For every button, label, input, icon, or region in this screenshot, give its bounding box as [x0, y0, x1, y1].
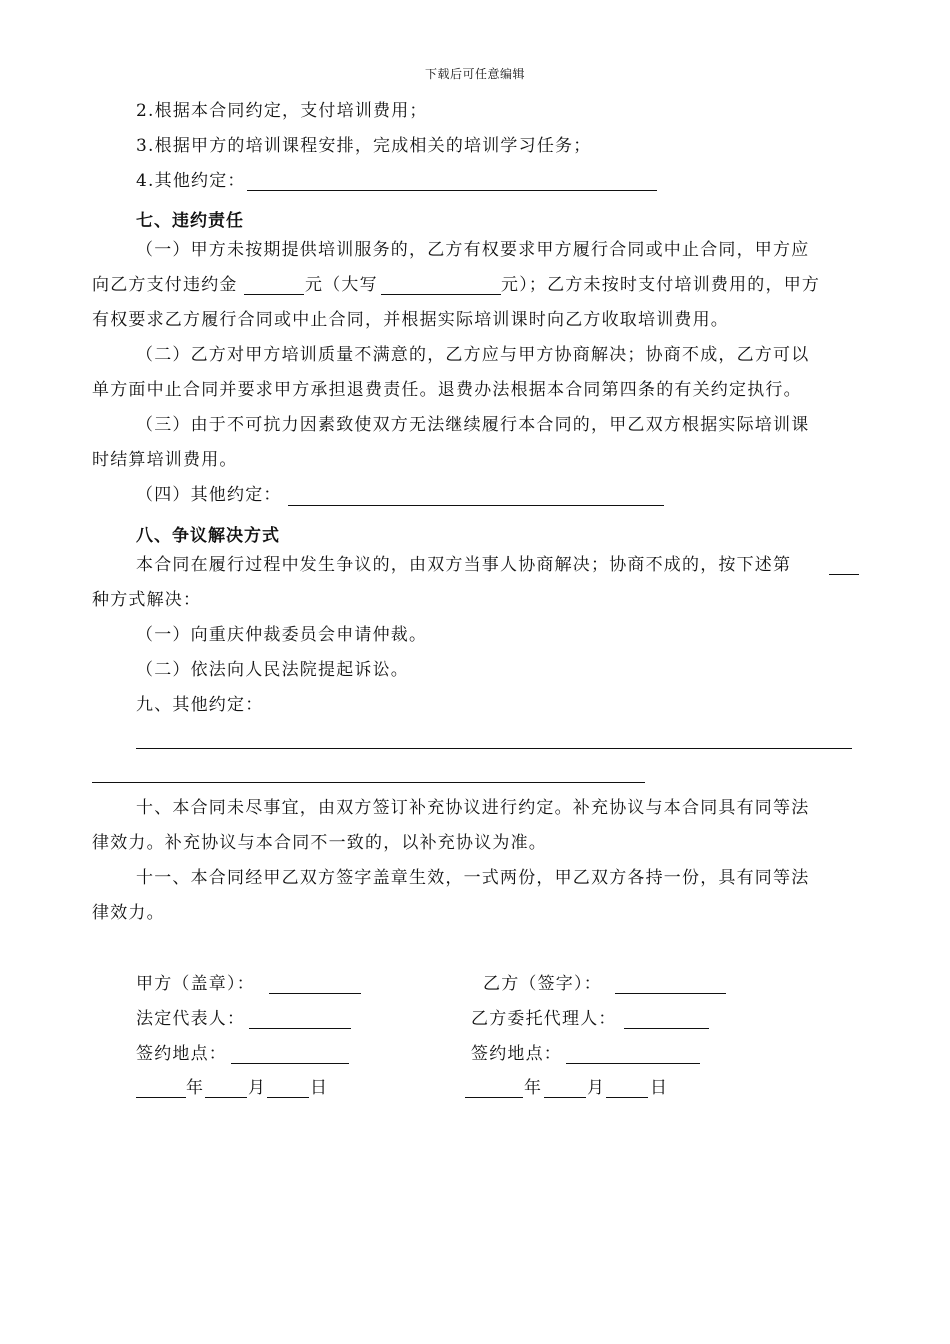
section7-p3-line1: （三）由于不可抗力因素致使双方无法继续履行本合同的，甲乙双方根据实际培训课 [136, 415, 810, 435]
party-a-seal-label: 甲方（盖章）： [136, 974, 255, 994]
section10-line2: 律效力。补充协议与本合同不一致的，以补充协议为准。 [92, 833, 547, 853]
party-b-day-label: 日 [650, 1078, 669, 1098]
party-b-month-blank [544, 1097, 586, 1098]
section7-p1-line2c: 元）；乙方未按时支付培训费用的，甲方 [501, 275, 821, 295]
page-header [0, 67, 950, 81]
obligation-item-4: 4.其他约定： [136, 171, 246, 191]
party-b-place-blank [566, 1063, 700, 1064]
party-b-sign-label: 乙方（签字）： [483, 974, 602, 994]
obligation-item-4-blank [247, 190, 657, 191]
party-b-month-label: 月 [587, 1078, 606, 1098]
party-a-seal-blank [269, 993, 361, 994]
party-b-sign-blank [615, 993, 726, 994]
penalty-amount-blank [244, 294, 304, 295]
party-a-day-blank [267, 1097, 309, 1098]
party-b-year-blank [465, 1097, 523, 1098]
obligation-item-2: 2.根据本合同约定，支付培训费用； [136, 101, 428, 121]
section11-line2: 律效力。 [92, 903, 165, 923]
party-a-year-blank [136, 1097, 186, 1098]
section7-p1-line2a: 向乙方支付违约金 [92, 275, 238, 295]
section7-p4-blank [288, 505, 664, 506]
party-b-place-label: 签约地点： [471, 1044, 562, 1064]
party-a-place-blank [231, 1063, 349, 1064]
party-b-agent-blank [624, 1028, 709, 1029]
party-a-month-label: 月 [248, 1078, 267, 1098]
section7-p4: （四）其他约定： [136, 485, 282, 505]
section9-blank-line1 [136, 748, 852, 749]
party-a-year-label: 年 [186, 1078, 205, 1098]
party-a-rep-label: 法定代表人： [136, 1009, 246, 1029]
section7-p3-line2: 时结算培训费用。 [92, 450, 238, 470]
header-note: 下载后可任意编辑 [424, 67, 525, 81]
obligation-item-3: 3.根据甲方的培训课程安排，完成相关的培训学习任务； [136, 136, 592, 156]
section7-p1-line1: （一）甲方未按期提供培训服务的，乙方有权要求甲方履行合同或中止合同，甲方应 [136, 240, 810, 260]
section7-p1-line3: 有权要求乙方履行合同或中止合同，并根据实际培训课时向乙方收取培训费用。 [92, 310, 729, 330]
section7-p1-line2b: 元（大写 [305, 275, 378, 295]
section8-p1-line1: 本合同在履行过程中发生争议的，由双方当事人协商解决；协商不成的，按下述第 [136, 555, 792, 575]
party-b-year-label: 年 [524, 1078, 543, 1098]
party-a-month-blank [205, 1097, 247, 1098]
party-b-agent-label: 乙方委托代理人： [471, 1009, 617, 1029]
section7-p2-line2: 单方面中止合同并要求甲方承担退费责任。退费办法根据本合同第四条的有关约定执行。 [92, 380, 802, 400]
dispute-option-blank [829, 574, 859, 575]
party-a-place-label: 签约地点： [136, 1044, 227, 1064]
section11-line1: 十一、本合同经甲乙双方签字盖章生效，一式两份，甲乙双方各持一份，具有同等法 [136, 868, 810, 888]
party-a-rep-blank [249, 1028, 351, 1029]
section7-heading: 七、违约责任 [136, 211, 244, 231]
section9-blank-line2 [92, 782, 645, 783]
section7-p2-line1: （二）乙方对甲方培训质量不满意的，乙方应与甲方协商解决；协商不成，乙方可以 [136, 345, 810, 365]
section8-option-1: （一）向重庆仲裁委员会申请仲裁。 [136, 625, 428, 645]
section8-heading: 八、争议解决方式 [136, 526, 280, 546]
section8-option-2: （二）依法向人民法院提起诉讼。 [136, 660, 409, 680]
party-b-day-blank [606, 1097, 648, 1098]
penalty-capital-blank [381, 294, 501, 295]
section9-heading: 九、其他约定： [136, 695, 264, 715]
party-a-day-label: 日 [310, 1078, 329, 1098]
section8-p1-line2: 种方式解决： [92, 590, 202, 610]
section10-line1: 十、本合同未尽事宜，由双方签订补充协议进行约定。补充协议与本合同具有同等法 [136, 798, 810, 818]
